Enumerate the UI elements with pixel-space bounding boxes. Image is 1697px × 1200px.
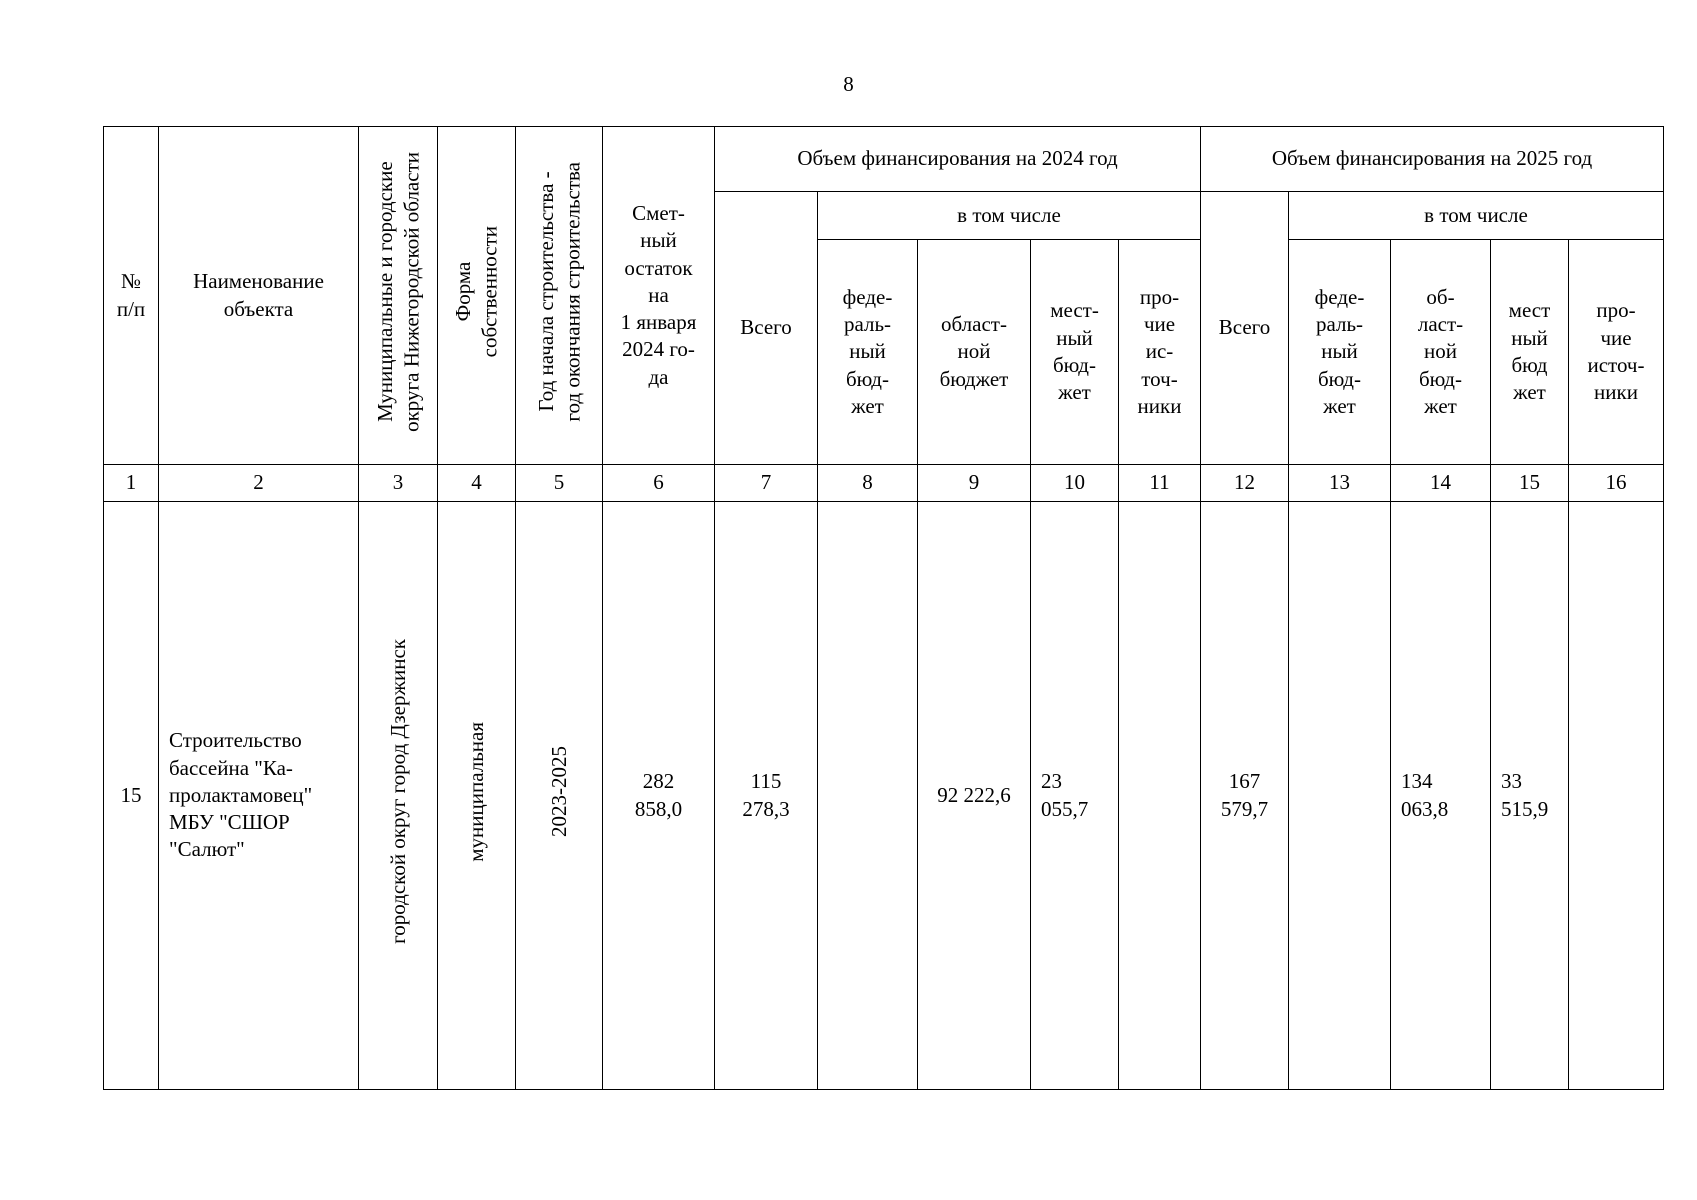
- municipality: городской округ город Дзержинск: [385, 639, 410, 945]
- header-years-cell: [516, 127, 603, 465]
- header-including-2025: в том числе: [1289, 192, 1664, 240]
- column-numbers-row: [104, 465, 1664, 502]
- column-number: 10: [1031, 465, 1119, 502]
- header-row-number: № п/п: [104, 127, 159, 465]
- header-municipality: Муниципальные и городские округа Нижегородской области: [372, 151, 423, 432]
- column-number: 16: [1569, 465, 1664, 502]
- column-number: 11: [1119, 465, 1201, 502]
- header-regional-2025: об- ласт- ной бюд- жет: [1391, 240, 1491, 465]
- column-number: 3: [359, 465, 438, 502]
- table-row: [104, 502, 1664, 1090]
- column-number: 1: [104, 465, 159, 502]
- column-number: 4: [438, 465, 516, 502]
- header-federal-2025: феде- раль- ный бюд- жет: [1289, 240, 1391, 465]
- header-local-2025: мест ный бюд жет: [1491, 240, 1569, 465]
- header-regional-2024: област- ной бюджет: [918, 240, 1031, 465]
- column-number: 15: [1491, 465, 1569, 502]
- header-total-2025: Всего: [1201, 192, 1289, 465]
- header-total-2024: Всего: [715, 192, 818, 465]
- other-2024: [1119, 502, 1201, 1090]
- years-cell: [516, 502, 603, 1090]
- header-ownership: Форма собственности: [451, 226, 502, 358]
- page-number: 8: [843, 72, 854, 96]
- header-including-2024: в том числе: [818, 192, 1201, 240]
- ownership-cell: [438, 502, 516, 1090]
- other-2025: [1569, 502, 1664, 1090]
- header-local-2024: мест- ный бюд- жет: [1031, 240, 1119, 465]
- header-other-2024: про- чие ис- точ- ники: [1119, 240, 1201, 465]
- header-other-2025: про- чие источ- ники: [1569, 240, 1664, 465]
- header-financing-2024: Объем финансирования на 2024 год: [715, 127, 1201, 192]
- column-number: 13: [1289, 465, 1391, 502]
- header-municipality-cell: [359, 127, 438, 465]
- local-2024: 23 055,7: [1031, 502, 1119, 1090]
- local-2025: 33 515,9: [1491, 502, 1569, 1090]
- column-number: 5: [516, 465, 603, 502]
- header-federal-2024: феде- раль- ный бюд- жет: [818, 240, 918, 465]
- header-object-name: Наименование объекта: [159, 127, 359, 465]
- column-number: 6: [603, 465, 715, 502]
- ownership: муниципальная: [464, 721, 489, 862]
- estimate-balance: 282 858,0: [603, 502, 715, 1090]
- regional-2025: 134 063,8: [1391, 502, 1491, 1090]
- object-name: Строительство бассейна "Ка- пролактамовец" МБУ "СШОР "Салют": [159, 502, 359, 1090]
- column-number: 14: [1391, 465, 1491, 502]
- municipality-cell: [359, 502, 438, 1090]
- total-2025: 167 579,7: [1201, 502, 1289, 1090]
- column-number: 9: [918, 465, 1031, 502]
- column-number: 12: [1201, 465, 1289, 502]
- header-ownership-cell: [438, 127, 516, 465]
- column-number: 2: [159, 465, 359, 502]
- federal-2025: [1289, 502, 1391, 1090]
- header-estimate-balance: Смет- ный остаток на 1 января 2024 го- да: [603, 127, 715, 465]
- header-years: Год начала строительства - год окончания строительства: [533, 162, 584, 422]
- column-number: 7: [715, 465, 818, 502]
- construction-years: 2023-2025: [546, 746, 571, 838]
- regional-2024: 92 222,6: [918, 502, 1031, 1090]
- financing-table: [103, 126, 1664, 1090]
- row-number: 15: [104, 502, 159, 1090]
- column-number: 8: [818, 465, 918, 502]
- header-financing-2025: Объем финансирования на 2025 год: [1201, 127, 1664, 192]
- total-2024: 115 278,3: [715, 502, 818, 1090]
- federal-2024: [818, 502, 918, 1090]
